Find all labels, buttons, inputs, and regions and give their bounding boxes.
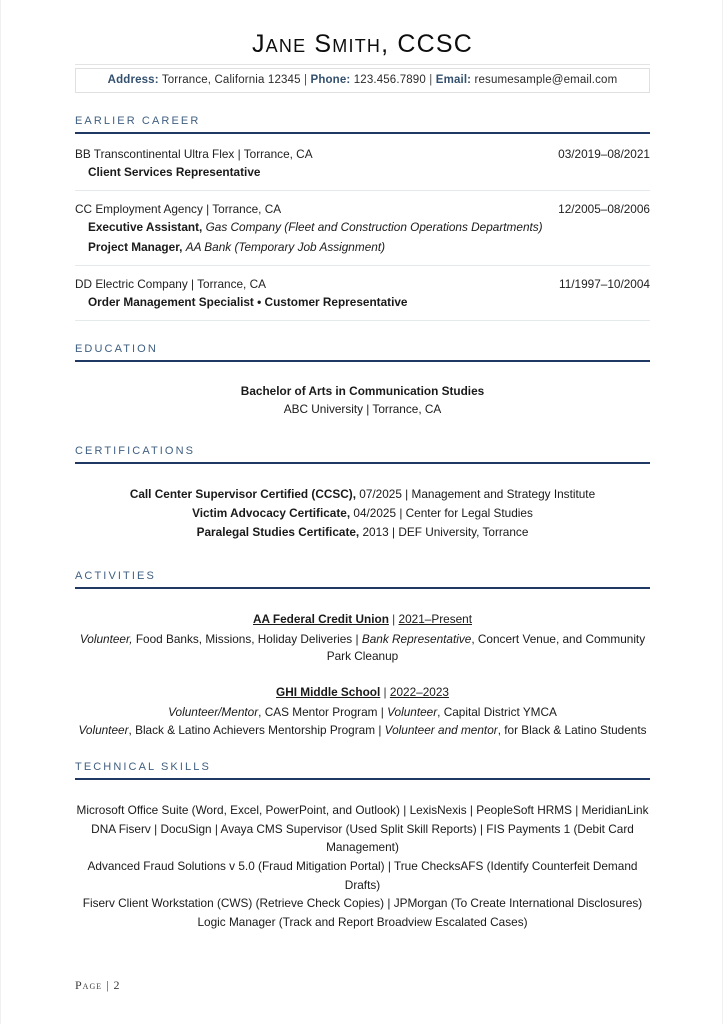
activity-detail: , for Black & Latino Students [497, 722, 647, 737]
activity-group [75, 591, 650, 666]
email-value: resumesample@email.com [474, 74, 618, 86]
activity-title-row [75, 684, 650, 702]
phone-value: 123.456.7890 [353, 74, 426, 86]
education-degree: Bachelor of Arts in Communication Studies [240, 384, 485, 399]
activity-organization: GHI Middle School [276, 685, 381, 700]
footer-page-number: 2 [113, 978, 121, 992]
job-header-row [75, 277, 650, 291]
certification-item [75, 485, 650, 504]
section-title-technical-skills: TECHNICAL SKILLS [75, 761, 211, 774]
certification-item [75, 523, 650, 542]
job-dates: 12/2005–08/2006 [558, 202, 650, 217]
candidate-name: Jane Smith, CCSC [251, 30, 474, 58]
contact-separator-1: | [304, 74, 308, 86]
activity-role: Volunteer [78, 722, 129, 737]
job-company: BB Transcontinental Ultra Flex | Torrance, CA [75, 147, 313, 161]
section-title-certifications: CERTIFICATIONS [75, 444, 196, 457]
technical-skills-block [75, 782, 650, 931]
section-title-education: EDUCATION [75, 343, 158, 356]
job-role [75, 294, 650, 311]
skill-line: Logic Manager (Track and Report Broadview Escalated Cases) [197, 914, 528, 929]
address-value: Torrance, California 12345 [161, 74, 301, 86]
skill-line: Microsoft Office Suite (Word, Excel, PowerPoint, and Outlook) | LexisNexis | PeopleSoft HRMS | MeridianLink [76, 803, 649, 818]
certifications-list [75, 466, 650, 548]
footer-label: Page [75, 978, 103, 992]
resume-content [75, 0, 650, 932]
certification-name: Call Center Supervisor Certified (CCSC), [129, 486, 356, 501]
activity-organization: AA Federal Credit Union [253, 612, 389, 627]
job-role-detail: Gas Company (Fleet and Construction Operations Departments) [205, 220, 543, 235]
activity-detail: , Capital District YMCA [437, 704, 557, 719]
job-dates: 11/1997–10/2004 [559, 277, 650, 292]
section-title-earlier-career: EARLIER CAREER [75, 115, 201, 127]
certification-name: Paralegal Studies Certificate, [196, 524, 360, 539]
job-role-detail: AA Bank (Temporary Job Assignment) [185, 240, 386, 255]
section-rule-activities [75, 587, 650, 589]
certification-item [75, 504, 650, 523]
contact-separator-2: | [429, 74, 433, 86]
job-role-title: Executive Assistant, [88, 220, 203, 235]
activity-line [75, 631, 650, 666]
activity-role: Volunteer and mentor [384, 722, 498, 737]
jobs-list [75, 136, 650, 321]
activity-line [75, 704, 650, 722]
activity-dates: 2021–Present [398, 612, 472, 627]
section-rule-technical-skills [75, 778, 650, 780]
activity-separator: | [380, 685, 390, 700]
job-entry [75, 136, 650, 191]
job-entry [75, 191, 650, 266]
job-header-row [75, 147, 650, 161]
section-rule-certifications [75, 462, 650, 464]
footer-separator: | [106, 978, 110, 992]
section-rule-education [75, 360, 650, 362]
job-role [75, 164, 650, 181]
skill-line: Advanced Fraud Solutions v 5.0 (Fraud Mitigation Portal) | True ChecksAFS (Identify Counterfeit Demand Drafts) [87, 859, 638, 892]
page-footer [75, 978, 121, 993]
skill-line: Fiserv Client Workstation (CWS) (Retrieve Check Copies) | JPMorgan (To Create International Disclosures) [82, 896, 643, 911]
activity-separator: | [388, 612, 399, 627]
job-dates: 03/2019–08/2021 [558, 147, 650, 161]
certification-name: Victim Advocacy Certificate, [192, 505, 351, 520]
activity-line [75, 722, 650, 740]
section-rule-earlier-career [75, 132, 650, 134]
job-role-title: Client Services Representative [88, 165, 261, 179]
phone-label: Phone: [310, 74, 351, 86]
job-company: CC Employment Agency | Torrance, CA [75, 202, 282, 217]
activity-dates: 2022–2023 [389, 685, 449, 700]
email-label: Email: [435, 74, 472, 86]
certification-meta: 04/2025 | Center for Legal Studies [350, 505, 533, 520]
activity-role: Volunteer [387, 704, 438, 719]
activity-group [75, 666, 650, 739]
activity-role: Volunteer/Mentor [168, 704, 259, 719]
job-company: DD Electric Company | Torrance, CA [75, 277, 267, 292]
activities-list [75, 591, 650, 739]
job-role-title: Project Manager, [88, 240, 183, 255]
contact-bar [75, 68, 650, 93]
name-divider [75, 64, 650, 65]
activity-role: Volunteer, [79, 631, 133, 646]
certification-meta: 2013 | DEF University, Torrance [359, 524, 529, 539]
job-entry [75, 266, 650, 321]
section-title-activities: ACTIVITIES [75, 570, 156, 583]
job-role-title: Order Management Specialist • Customer Representative [88, 295, 408, 310]
activity-title-row [75, 611, 650, 629]
activity-role: Bank Representative [361, 631, 472, 646]
education-school: ABC University | Torrance, CA [283, 402, 442, 417]
skill-line: DNA Fiserv | DocuSign | Avaya CMS Supervisor (Used Split Skill Reports) | FIS Payments 1 (Debit Card Management) [91, 821, 634, 855]
activity-detail: , Concert Venue, and Community Park Cleanup [326, 631, 646, 664]
job-header-row [75, 202, 650, 216]
activity-detail: , CAS Mentor Program | [258, 704, 388, 719]
address-label: Address: [107, 74, 159, 86]
education-block [75, 364, 650, 422]
activity-detail: Food Banks, Missions, Holiday Deliveries | [132, 631, 362, 646]
activity-detail: , Black & Latino Achievers Mentorship Program | [128, 722, 385, 737]
job-role [75, 239, 650, 256]
certification-meta: 07/2025 | Management and Strategy Institute [355, 486, 596, 501]
job-role [75, 219, 650, 236]
